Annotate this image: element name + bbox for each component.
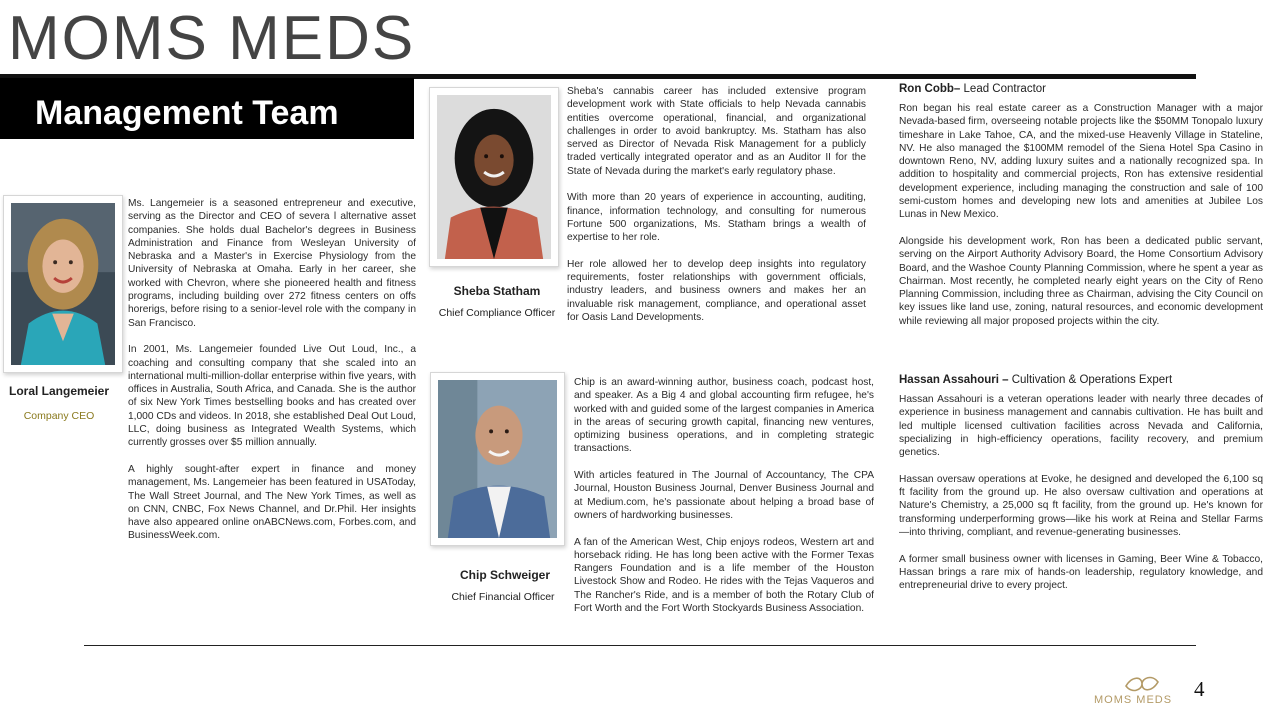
ron-bio-paragraph: Alongside his development work, Ron has been a dedicated public servant, serving on the Airport Authority Advisory Board, the Home Consortium Advisory Board, and the Washoe County Planning Commission, where he spent a year as Chairman. Most recently, he completed nearly eight years on the City of Reno Planning Commission, including three as Chairman, advising the City Council on key issues like land use, zoning, natural resources, and economic development while reviewing all major proposed projects within the city. [899, 235, 1263, 327]
logo-text: MOMS MEDS [1094, 694, 1173, 706]
chip-photo-frame [430, 372, 565, 546]
hassan-role: Cultivation & Operations Expert [1008, 374, 1173, 386]
sheba-bio [567, 85, 866, 324]
ron-role: Lead Contractor [960, 83, 1046, 95]
chip-bio-paragraph: A fan of the American West, Chip enjoys rodeos, Western art and horseback riding. He has long been active with the Former Texas Rangers Foundation and is a life member of the Houston Livestock Show and Rodeo. He rides with the Tejas Vaqueros and The Rancher's Ride, and is a member of both the Rotary Club of Fort Worth and the Fort Worth Stockyards Business Association. [574, 536, 874, 615]
hassan-bio-paragraph: A former small business owner with licenses in Gaming, Beer Wine & Tobacco, Hassan brings a rare mix of hands-on leadership, regulatory knowledge, and entrepreneurial drive to every project. [899, 553, 1263, 592]
brand-title: MOMS MEDS [8, 4, 416, 73]
loral-bio-paragraph: A highly sought-after expert in finance and money management, Ms. Langemeier has been featured in USAToday, The Wall Street Journal, and The New York Times, as well as on CNN, CNBC, Fox News Channel, and Dr.Phil. Her insights have also appeared online onABCNews.com, Forbes.com, and BusinessWeek.com. [128, 463, 416, 542]
loral-bio [128, 197, 416, 543]
hassan-bio-paragraph: Hassan oversaw operations at Evoke, he designed and developed the 6,100 sq ft facility from the ground up. He also oversaw cultivation and operations at Nature's Chemistry, a 25,000 sq ft facility, from the ground up. He's known for transforming underperforming grows—like his work at Reina and Stellar Farms—into thriving, compliant, and revenue-generating businesses. [899, 473, 1263, 538]
ron-bio-paragraph: Ron began his real estate career as a Construction Manager with a major Nevada-based firm, overseeing notable projects like the $50MM Tonopalo luxury timeshare in Lake Tahoe, CA, and the mixed-use Heavenly Village in Stateline, NV. He also managed the $100MM remodel of the Siena Hotel Spa Casino in downtown Reno, NV, adding luxury suites and a nationally recognized spa. In addition to hospitality and commercial projects, Ron has extensive residential development experience, including managing the construction and sale of 100 semi-custom homes and developing new lots and amenities at Jubilee Los Lunas in New Mexico. [899, 103, 1263, 221]
hassan-bio [899, 373, 1263, 592]
chip-bio-paragraph: With articles featured in The Journal of Accountancy, The CPA Journal, Houston Business Journal, Denver Business Journal and at Medium.com, he's passionate about helping a broad base of owners of hardworking businesses. [574, 470, 874, 521]
sheba-bio-paragraph: Sheba's cannabis career has included extensive program development work with State officials to help Nevada cannabis entities overcome operational, financial, and organizational challenges in order to avoid bankruptcy. Ms. Statham has also served as Director of Nevada Risk Management for a publicly traded vertically integrated operator and as an Auditor II for the State of Nevada during the market's early regulatory phase. [567, 86, 866, 177]
loral-bio-paragraph: In 2001, Ms. Langemeier founded Live Out Loud, Inc., a coaching and consulting company that she scaled into an international multi-million-dollar enterprise within five years, with offices in Australia, South Africa, and Canada. She is the author of six New York Times bestselling books and has created over 1,000 CDs and videos. In 2018, she established Deal Out Loud, LLC, doing business as Integrated Wealth Systems, which currently grosses over $5 million annually. [128, 344, 416, 449]
chip-portrait [438, 380, 557, 538]
sheba-portrait [437, 95, 551, 259]
sheba-role: Chief Compliance Officer [438, 307, 556, 319]
ron-name: Ron Cobb– [899, 83, 961, 95]
hassan-heading [899, 373, 1263, 387]
chip-name: Chip Schweiger [459, 568, 551, 582]
loral-portrait [11, 203, 115, 365]
ron-bio [899, 82, 1263, 328]
sheba-photo-frame [429, 87, 559, 267]
loral-role: Company CEO [23, 410, 95, 422]
loral-bio-paragraph: Ms. Langemeier is a seasoned entrepreneur and executive, serving as the Director and CEO of severa l alternative asset companies. She holds dual Bachelor's degrees in Business Administration and Finance from Wesleyan University of Nebraska and a Master's in Exercise Physiology from the University of Nebraska at Omaha. Early in her career, she worked with Chevron, where she pioneered health and fitness programs, including building over 272 fitness centers on offs horerigs, before rising to a senior-level role with the company in San Francisco. [128, 198, 416, 329]
moms-meds-logo-icon [1092, 672, 1192, 712]
sheba-bio-paragraph: With more than 20 years of experience in accounting, auditing, finance, information technology, and consulting for numerous Fortune 500 organizations, Ms. Statham brings a wealth of expertise to her role. [567, 192, 866, 244]
hassan-name: Hassan Assahouri – [899, 374, 1009, 386]
loral-photo-frame [3, 195, 123, 373]
loral-name: Loral Langemeier [8, 384, 110, 398]
sheba-bio-paragraph: Her role allowed her to develop deep insights into regulatory requirements, foster relationships with government officials, industry leaders, and business owners and makes her an invaluable risk management, compliance, and operational asset for Oasis Land Developments. [567, 258, 866, 324]
hassan-bio-paragraph: Hassan Assahouri is a veteran operations leader with nearly three decades of experience in business management and cannabis cultivation. He has built and led multiple licensed cultivation facilities across Nevada and California, specializing in high-efficiency operations, facility recovery, and premium genetics. [899, 394, 1263, 459]
ron-heading [899, 82, 1263, 96]
section-title: Management Team [35, 94, 339, 132]
sheba-name: Sheba Statham [453, 284, 541, 298]
footer-rule [84, 645, 1196, 646]
page-number: 4 [1194, 677, 1205, 701]
chip-bio-paragraph: Chip is an award-winning author, business coach, podcast host, and speaker. As a Big 4 and global accounting firm refugee, he's worked with and guided some of the largest companies in America in the areas of securing growth capital, financing new ventures, optimizing business operations, and in completing strategic transactions. [574, 377, 874, 455]
chip-bio [574, 376, 874, 615]
chip-role: Chief Financial Officer [451, 591, 555, 603]
